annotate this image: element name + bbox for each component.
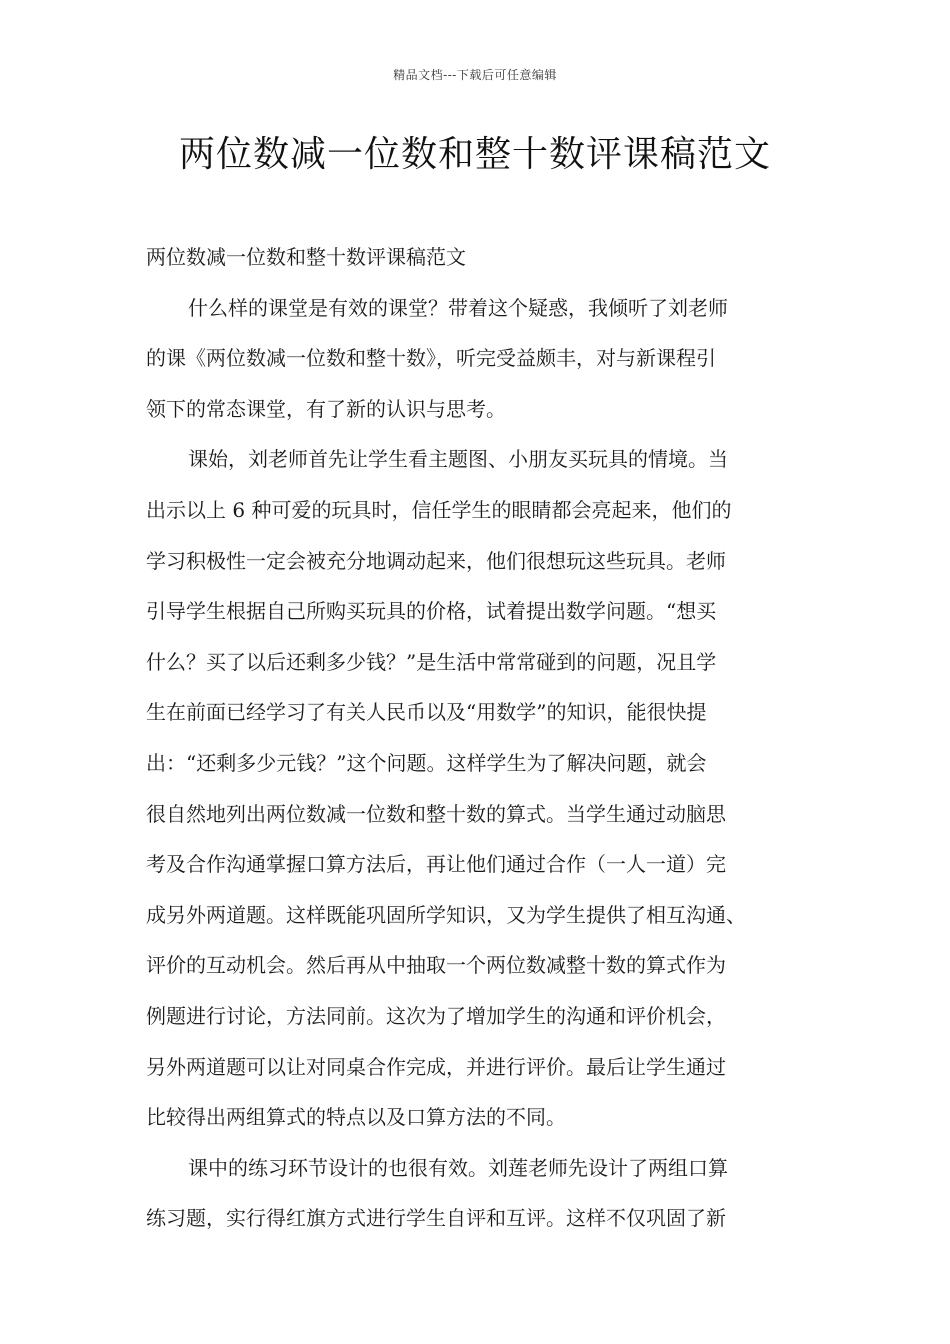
text-line: 很自然地列出两位数减一位数和整十数的算式。当学生通过动脑思 (146, 801, 726, 826)
paragraph-2 (146, 434, 810, 1142)
document-body (146, 232, 810, 1244)
text-line: 练习题，实行得红旗方式进行学生自评和互评。这样不仅巩固了新 (146, 1206, 726, 1231)
text-line: 学习积极性一定会被充分地调动起来，他们很想玩这些玩具。老师 (146, 548, 726, 573)
text-line: 引导学生根据自己所购买玩具的价格，试着提出数学问题。“想买 (146, 599, 717, 624)
text-line: 两位数减一位数和整十数评课稿范文 (146, 245, 466, 269)
document-title: 两位数减一位数和整十数评课稿范文 (178, 134, 771, 175)
text-line: 领下的常态课堂，有了新的认识与思考。 (146, 396, 506, 421)
text-line: 课中的练习环节设计的也很有效。刘莲老师先设计了两组口算 (188, 1155, 728, 1180)
text-line: 生在前面已经学习了有关人民币以及“用数学”的知识，能很快提 (146, 700, 707, 725)
text-line: 成另外两道题。这样既能巩固所学知识，又为学生提供了相互沟通、 (146, 902, 746, 927)
text-line: 什么？买了以后还剩多少钱？”是生活中常常碰到的问题，况且学 (146, 649, 717, 674)
text-line: 考及合作沟通掌握口算方法后，再让他们通过合作（一人一道）完 (146, 852, 726, 877)
text-line: 另外两道题可以让对同桌合作完成，并进行评价。最后让学生通过 (146, 1054, 726, 1079)
text-line: 课始，刘老师首先让学生看主题图、小朋友买玩具的情境。当 (188, 447, 728, 472)
text-line: 比较得出两组算式的特点以及口算方法的不同。 (146, 1105, 566, 1130)
text-line: 出：“还剩多少元钱？”这个问题。这样学生为了解决问题，就会 (146, 750, 707, 775)
text-line: 评价的互动机会。然后再从中抽取一个两位数减整十数的算式作为 (146, 953, 726, 978)
paragraph-3 (146, 1143, 810, 1244)
text-line: 例题进行讨论，方法同前。这次为了增加学生的沟通和评价机会， (146, 1003, 726, 1028)
paragraph-1 (146, 283, 810, 435)
text-line: 出示以上 6 种可爱的玩具时，信任学生的眼睛都会亮起来，他们的 (146, 497, 732, 522)
header-note: 精品文档---下载后可任意编辑 (393, 68, 557, 82)
text-line: 的课《两位数减一位数和整十数》，听完受益颇丰，对与新课程引 (146, 346, 716, 371)
subtitle-line (146, 232, 810, 283)
text-line: 什么样的课堂是有效的课堂？带着这个疑惑，我倾听了刘老师 (188, 295, 728, 320)
